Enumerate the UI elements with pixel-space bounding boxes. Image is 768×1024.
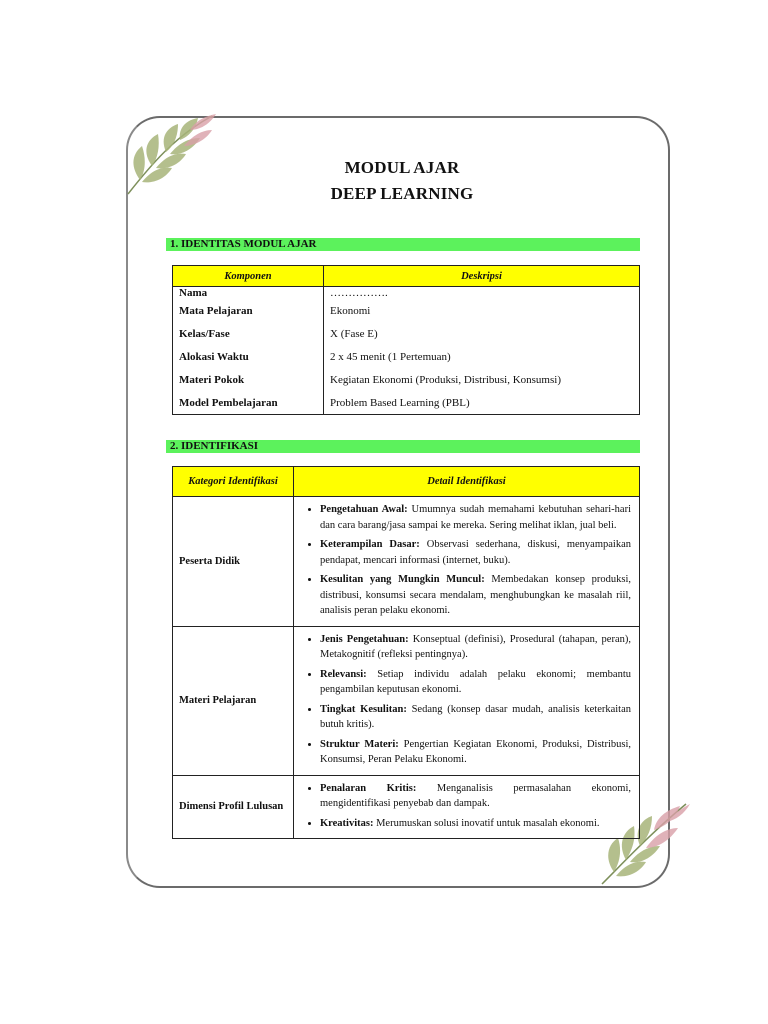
identity-table <box>172 265 640 415</box>
table-row <box>173 391 640 415</box>
row-value: X (Fase E) <box>324 322 640 345</box>
table-header-kategori: Kategori Identifikasi <box>173 467 294 497</box>
table-header-komponen: Komponen <box>173 266 324 287</box>
list-item: • Relevansi: Setiap individu adalah pelaku ekonomi; membantu pengambilan keputusan ekonomi. <box>320 667 631 698</box>
list-item: • Struktur Materi: Pengertian Kegiatan Ekonomi, Produksi, Distribusi, Konsumsi, Peran Pelaku Ekonomi. <box>320 737 631 768</box>
table-header-deskripsi: Deskripsi <box>324 266 640 287</box>
list-item: • Pengetahuan Awal: Umumnya sudah memahami kebutuhan sehari-hari dan cara barang/jasa sampai ke mereka. Sering melihat iklan, jual beli. <box>320 502 631 533</box>
row-value: Kegiatan Ekonomi (Produksi, Distribusi, Konsumsi) <box>324 368 640 391</box>
list-item: • Tingkat Kesulitan: Sedang (konsep dasar mudah, analisis keterkaitan butuh kritis). <box>320 702 631 733</box>
table-header-detail: Detail Identifikasi <box>294 467 640 497</box>
row-key: Model Pembelajaran <box>173 391 324 415</box>
document-subtitle: DEEP LEARNING <box>330 184 474 203</box>
list-item: • Kesulitan yang Mungkin Muncul: Membedakan konsep produksi, distribusi, konsumsi secara mendalam, menghubungkan ke masalah riil, analisis peran pelaku ekonomi. <box>320 572 631 619</box>
list-item: • Kreativitas: Merumuskan solusi inovatif untuk masalah ekonomi. <box>320 816 631 832</box>
row-key: Materi Pokok <box>173 368 324 391</box>
table-row <box>173 497 640 627</box>
row-key: Nama <box>173 287 324 300</box>
detail-cell <box>294 775 640 839</box>
table-row <box>173 626 640 775</box>
document-title: MODUL AJAR <box>344 158 460 177</box>
table-row <box>173 322 640 345</box>
list-item: • Jenis Pengetahuan: Konseptual (definisi), Prosedural (tahapan, peran), Metakognitif (refleksi pentingnya). <box>320 632 631 663</box>
detail-cell <box>294 497 640 627</box>
row-value: Problem Based Learning (PBL) <box>324 391 640 415</box>
row-value: ……………. <box>324 287 640 300</box>
row-value: Ekonomi <box>324 299 640 322</box>
detail-cell <box>294 626 640 775</box>
list-item: • Penalaran Kritis: Menganalisis permasalahan ekonomi, mengidentifikasi penyebab dan dampak. <box>320 781 631 812</box>
category-cell: Dimensi Profil Lulusan <box>173 775 294 839</box>
section-heading-identifikasi: 2. IDENTIFIKASI <box>166 440 640 453</box>
identification-table <box>172 466 640 839</box>
row-value: 2 x 45 menit (1 Pertemuan) <box>324 345 640 368</box>
table-row <box>173 287 640 300</box>
category-cell: Materi Pelajaran <box>173 626 294 775</box>
list-item: • Keterampilan Dasar: Observasi sederhana, diskusi, menyampaikan pendapat, mencari informasi (internet, buku). <box>320 537 631 568</box>
table-row <box>173 345 640 368</box>
row-key: Mata Pelajaran <box>173 299 324 322</box>
table-row <box>173 775 640 839</box>
category-cell: Peserta Didik <box>173 497 294 627</box>
table-row <box>173 368 640 391</box>
table-row <box>173 299 640 322</box>
row-key: Alokasi Waktu <box>173 345 324 368</box>
row-key: Kelas/Fase <box>173 322 324 345</box>
section-heading-identitas: 1. IDENTITAS MODUL AJAR <box>166 238 640 251</box>
